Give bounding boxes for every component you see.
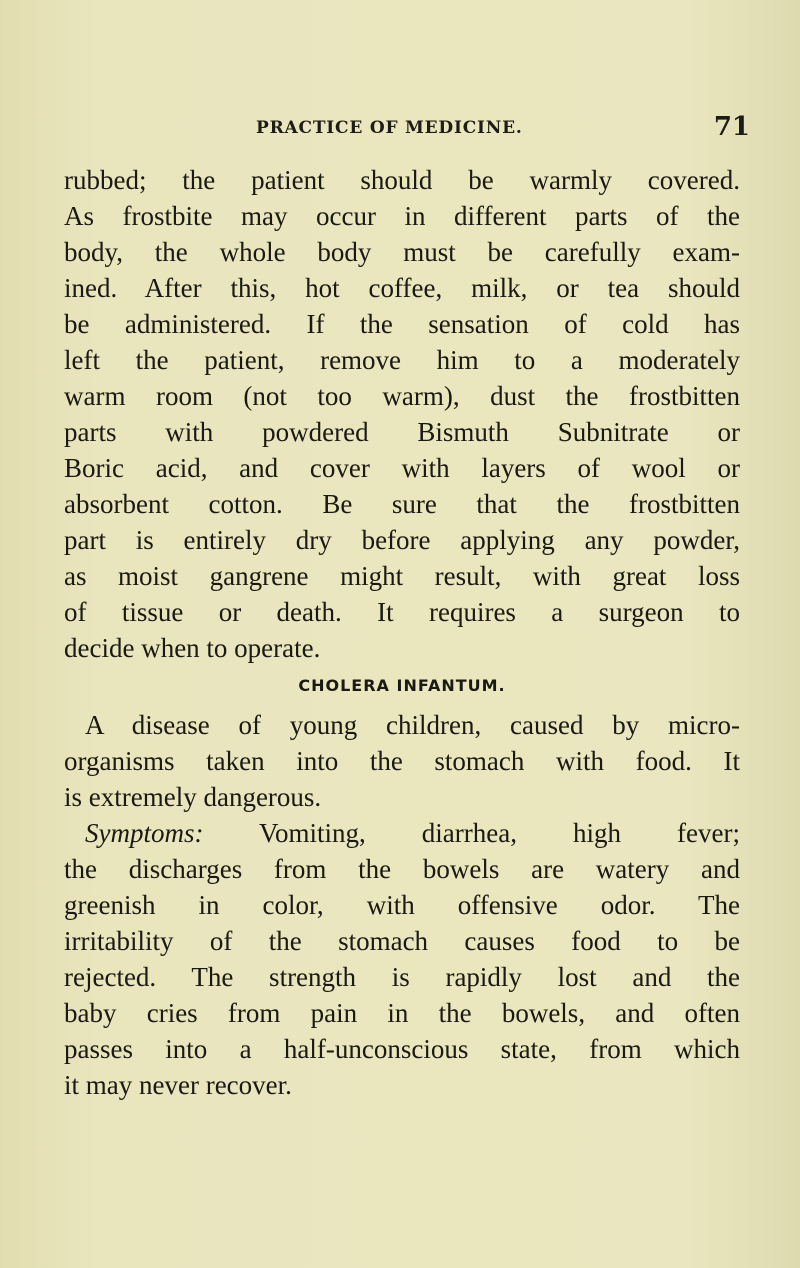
text-line: parts with powdered Bismuth Subnitrate or	[64, 417, 740, 447]
paragraph-frostbite	[64, 162, 740, 666]
paragraph-cholera	[64, 707, 740, 1103]
running-title: PRACTICE OF MEDICINE.	[256, 118, 523, 138]
text-line: as moist gangrene might result, with great loss	[64, 561, 740, 591]
text-line: left the patient, remove him to a moderately	[64, 345, 740, 375]
section-heading: CHOLERA INFANTUM.	[298, 676, 506, 695]
symptoms-first-line: Vomiting, diarrhea, high fever;	[203, 818, 740, 848]
text-line: ined. After this, hot coffee, milk, or tea should	[64, 273, 740, 303]
text-line: decide when to operate.	[64, 633, 321, 663]
text-line: irritability of the stomach causes food to be	[64, 926, 740, 956]
symptoms-line	[64, 815, 740, 851]
text-line: As frostbite may occur in different parts of the	[64, 201, 740, 231]
running-head	[256, 112, 756, 142]
text-line: it may never recover.	[64, 1070, 292, 1100]
text-line: A disease of young children, caused by micro-	[85, 710, 740, 740]
text-line: part is entirely dry before applying any powder,	[64, 525, 740, 555]
text-line: body, the whole body must be carefully exam-	[64, 237, 740, 267]
text-line: organisms taken into the stomach with food. It	[64, 746, 740, 776]
text-line: greenish in color, with offensive odor. The	[64, 890, 740, 920]
text-line: absorbent cotton. Be sure that the frostbitten	[64, 489, 740, 519]
text-line: be administered. If the sensation of cold has	[64, 309, 740, 339]
text-line: rubbed; the patient should be warmly covered.	[64, 165, 740, 195]
page-number: 71	[713, 112, 750, 142]
text-line: baby cries from pain in the bowels, and often	[64, 998, 740, 1028]
text-line: passes into a half-unconscious state, from which	[64, 1034, 740, 1064]
text-line: is extremely dangerous.	[64, 782, 322, 812]
text-line: warm room (not too warm), dust the frostbitten	[64, 381, 740, 411]
text-line: of tissue or death. It requires a surgeon to	[64, 597, 740, 627]
text-line: the discharges from the bowels are watery and	[64, 854, 740, 884]
text-line: rejected. The strength is rapidly lost and the	[64, 962, 740, 992]
symptoms-label: Symptoms:	[85, 818, 204, 848]
text-line: Boric acid, and cover with layers of wool or	[64, 453, 740, 483]
